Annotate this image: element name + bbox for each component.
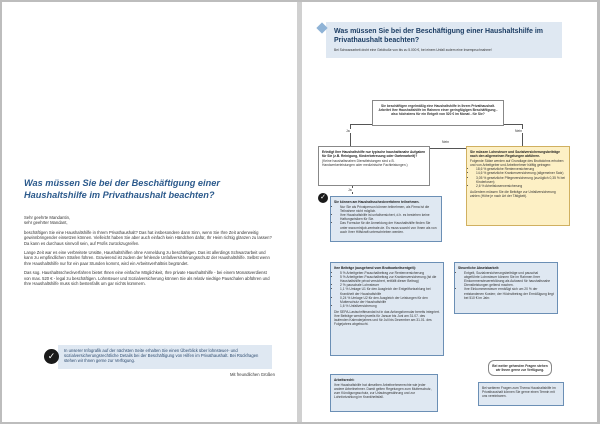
salutation — [24, 215, 274, 226]
label-no: Nein — [515, 129, 522, 133]
info-box — [47, 345, 272, 369]
question-box: Sie beschäftigen regelmäßig eine Haushaltshilfe in Ihrem Privathaushalt. Arbeitet Ihre Haushaltshilfe im Rahmen einer geringfügigen Beschäftigung - also höchstens für ein Entgelt von 520 € im Monat - für Sie? — [372, 100, 504, 126]
contributions-box-footer: Die SEPA-Lastschriftmandat ist in das Anfangsformular bereits integriert. Ihre Beiträge werden jeweils für Januar bis Juni am 31.07. des laufenden Kalenderjahres und für Juli bis Dezember am 31.01. des Folgejahres abgebucht. — [334, 309, 440, 327]
yellow-box — [466, 146, 570, 226]
list-item: • 1,1 % Umlage U1 für den Ausgleich der Entgeltfortzahlung bei Krankheit der Haushaltshilfe — [340, 287, 440, 295]
list-item: • 2 % pauschale Lohnsteuer — [340, 283, 440, 287]
label-yes: Ja — [346, 129, 350, 133]
tasks-box-text: (Keine haushaltsnahen Dienstleistungen sind z.B. Handwerkerleistungen oder medizinische Fachleistungen.) — [322, 159, 408, 168]
yellow-box-list — [470, 167, 566, 187]
list-item: • 14,6 % gesetzliche Krankenversicherung (allgemeiner Satz) — [476, 171, 566, 175]
paragraph-1: beschäftigen Sie eine Haushaltshilfe in Ihrem Privathaushalt? Das hat insbesondere dann Sinn, wenn Sie Ihre Zeit anderweitig gewinnbringender einsetzen können. Vielleicht haben Sie aber auch einfach kein Händchen dafür, Ihr Heim richtig glänzen zu lassen? Da kann es durchaus sinnvoll sein, auf Profis zurückzugreifen. — [24, 229, 272, 246]
procedure-box — [330, 196, 442, 242]
list-item: • Entgelt, Sozialversicherungsbeiträge und pauschal abgeführte Lohnsteuer können Sie im Rahmen Ihrer Einkommensteuererklärung als Aufwand für haushaltsnahe Dienstleistungen geltend machen. — [464, 271, 554, 287]
tasks-box-heading: Erledigt Ihre Haushaltshilfe nur typische haushaltsnahe Aufgaben für Sie (z.B. Reinigung, Kinderbetreuung oder Gartenarbeit)? — [322, 150, 426, 159]
procedure-box-list — [334, 205, 438, 234]
paragraph-3: Das sog. Haushaltsscheckverfahren bietet Ihnen eine einfache Möglichkeit, Ihre private Haushaltshilfe - bei einem Monatsverdienst von max. 520 € - legal zu beschäftigen. Lohnsteuer und Sozialversicherung können Sie als relativ niedrige Pauschalen abführen und Ihre Haushaltshilfe muss sich bestenfalls um gar nichts kümmern. — [24, 270, 270, 287]
further-questions-box: Bei weiteren Fragen zum Thema Haushaltshilfe im Privathaushalt können Sie gerne einen Termin mit uns vereinbaren. — [478, 382, 564, 406]
left-page-body — [24, 215, 274, 290]
list-item: • 3,05 % gesetzliche Pflegeversicherung (zuzüglich 0,35 % bei Kinderlosen) — [476, 176, 566, 184]
list-item: • 5 % Arbeitgeber-Pauschalbeitrag zur Krankenversicherung (ist die Haushaltshilfe privat versichert, entfällt dieser Beitrag) — [340, 275, 440, 283]
right-page-subtitle: Bei Schwarzarbeit droht eine Geldbuße von bis zu 5.000 €, bei einem Unfall zudem eine Insempruchnahme! — [334, 48, 492, 52]
list-item: • Nur Sie als Privatperson können teilnehmen, als Firma ist die Teilnahme nicht möglich. — [340, 205, 438, 213]
closing-greeting: Mit freundlichen Grüßen — [230, 372, 275, 377]
left-page-title: Was müssen Sie bei der Beschäftigung einer Haushaltshilfe im Privathaushalt beachten? — [24, 178, 220, 200]
yellow-box-footer: Außerdem müssen Sie die Beiträge zur Unfallversicherung zahlen (Höhe je nach Art der Tätigkeit). — [470, 189, 556, 198]
list-item: • 2,6 % Arbeitslosenversicherung — [476, 184, 566, 188]
salutation-line-1: Sehr geehrte Mandantin, — [24, 215, 71, 220]
salutation-line-2: sehr geehrter Mandant, — [24, 220, 68, 226]
info-box-text: In unserer Infografik auf der nächsten Seite erhalten Sie einen Überblick über lohnsteuer- und sozialversicherungsrechtliche Details bei der Beschäftigung von Hilfen im Privathaushalt. Bei Rückfragen stehen wir Ihnen gerne zur Verfügung. — [64, 348, 259, 364]
further-questions-bubble: Bei weiter gehenden Fragen stehen wir Ihnen gerne zur Verfügung. — [488, 360, 552, 376]
connector-line — [350, 124, 351, 146]
connector-line — [430, 148, 466, 149]
list-item: • 5 % Arbeitgeber-Pauschalbeitrag zur Rentenversicherung — [340, 271, 440, 275]
procedure-box-heading: Sie können am Haushaltsscheckverfahren teilnehmen. — [334, 200, 420, 204]
list-item: • Das Formular für die Anmeldung der Haushaltshilfe finden Sie unter www.minijob-zentrale.de. Es muss sowohl von Ihnen als von auch Ihrer Hilfskraft unterschrieben werden. — [340, 221, 438, 233]
list-item: • 0,24 % Umlage U2 für den Ausgleich der Leistungen für den Mutterschutz der Haushaltshilfe — [340, 296, 440, 304]
right-page-title: Was müssen Sie bei der Beschäftigung einer Haushaltshilfe im Privathaushalt beachten? — [334, 28, 544, 44]
contributions-box-heading: Ihre Beiträge (ausgehend vom Bruttoarbeitsentgelt): — [334, 266, 416, 270]
checkmark-icon: ✓ — [318, 193, 328, 203]
labor-law-box — [330, 374, 438, 412]
list-item: • 18,6 % gesetzliche Rentenversicherung — [476, 167, 566, 171]
list-item: • Ihre Haushaltshilfe ist unfallversichert, d.h. es bestehen keine Haftungsrisiken für Sie. — [340, 213, 438, 221]
tasks-box — [318, 146, 430, 186]
tax-box — [454, 262, 558, 314]
tax-box-heading: Steuerliche Absetzbarkeit: — [458, 266, 500, 270]
connector-line — [522, 124, 523, 146]
label-no-2: Nein — [442, 140, 449, 144]
connector-line — [504, 124, 522, 125]
contributions-box-list — [334, 271, 440, 308]
contributions-box — [330, 262, 444, 356]
label-yes-2: Ja — [348, 188, 352, 192]
checkmark-icon: ✓ — [44, 349, 59, 364]
tax-box-list — [458, 271, 554, 300]
yellow-box-heading: Sie müssen Lohnsteuer und Sozialversicherungsbeiträge nach den allgemeinen Regelungen abführen. — [470, 150, 560, 159]
list-item: • 1,6 % Unfallversicherung — [340, 304, 440, 308]
paragraph-2: Lange Zeit war es eine verbreitete Unsitte, Haushaltshilfen ohne Anmeldung zu beschäftigen. Das ist allerdings Schwarzarbeit und kann zu empfindlichen Strafen führen. Gravierend ist zudem der fehlende Unfallversicherungsschutz der Haushaltshilfe. Selbst wenn Ihre Haushaltshilfe nur für ein paar Stunden kommt, wird ein Arbeitsverhältnis begründet. — [24, 250, 270, 266]
labor-law-box-heading: Arbeitsrecht: — [334, 378, 355, 382]
yellow-box-intro: Folgende Sätze werden auf Grundlage des Bruttolohns erhoben und von Arbeitgeber und Arbeitnehmer hälftig getragen: — [470, 159, 564, 168]
list-item: • Ihre Einkommensteuer ermäßigt sich um 20 % der entstandenen Kosten; der Höchstbetrag der Ermäßigung liegt bei 510 € im Jahr. — [464, 287, 554, 299]
labor-law-box-text: Ihre Haushaltshilfe hat dieselben Arbeitnehmerrechte wie jeder andere Arbeitnehmer. Damit gelten Regelungen zum Mutterschutz, zum Kündigungsschutz, zur Urlaubsgewährung und zur Lohnfortzahlung im Krankheitsfall. — [334, 383, 432, 400]
connector-line — [350, 124, 372, 125]
